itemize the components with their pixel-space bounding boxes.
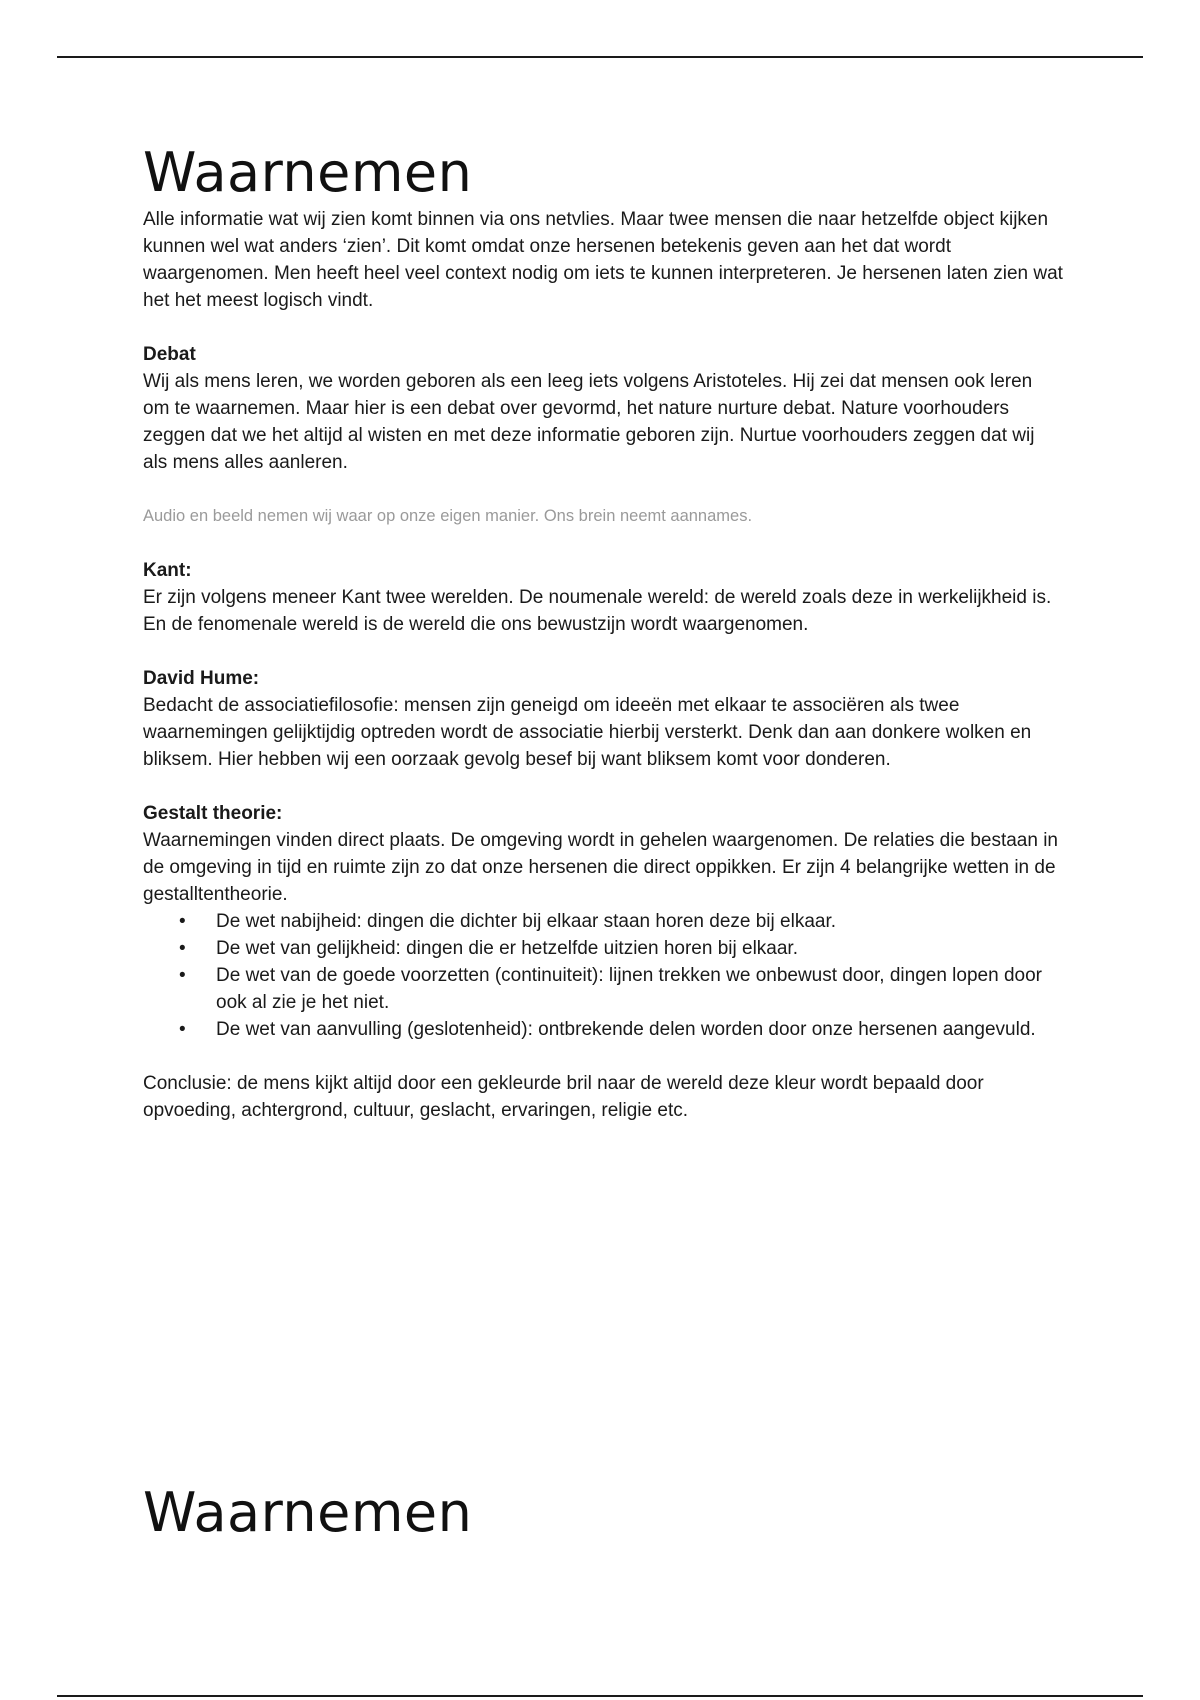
list-item-text: De wet nabijheid: dingen die dichter bij elkaar staan horen deze bij elkaar. <box>216 911 837 932</box>
list-item <box>143 1016 1063 1043</box>
kant-heading: Kant: <box>143 560 192 581</box>
debat-paragraph: Wij als mens leren, we worden geboren als een leeg iets volgens Aristoteles. Hij zei dat mensen ook leren om te waarnemen. Maar hier is een debat over gevormd, het nature nurture debat. Nature voorhouders zeggen dat we het altijd al wisten en met deze informatie geboren zijn. Nurtue voorhouders zeggen dat wij als mens alles aanleren. <box>143 371 1035 473</box>
gestalt-paragraph: Waarnemingen vinden direct plaats. De omgeving wordt in gehelen waargenomen. De relaties die bestaan in de omgeving in tijd en ruimte zijn zo dat onze hersenen die direct oppikken. Er zijn 4 belangrijke wetten in de gestalltentheorie. <box>143 830 1058 905</box>
section-kant <box>143 557 1063 638</box>
gestalt-heading: Gestalt theorie: <box>143 803 283 824</box>
hume-heading: David Hume: <box>143 668 260 689</box>
section-debat <box>143 341 1063 476</box>
page-bottom-rule <box>57 1695 1143 1697</box>
page-top-rule <box>57 56 1143 58</box>
section-note <box>143 503 1063 530</box>
conclusion-paragraph: Conclusie: de mens kijkt altijd door een gekleurde bril naar de wereld deze kleur wordt bepaald door opvoeding, achtergrond, cultuur, geslacht, ervaringen, religie etc. <box>143 1073 984 1121</box>
intro-paragraph: Alle informatie wat wij zien komt binnen via ons netvlies. Maar twee mensen die naar hetzelfde object kijken kunnen wel wat anders ‘zien’. Dit komt omdat onze hersenen betekenis geven aan het dat wordt waargenomen. Men heeft heel veel context nodig om iets te kunnen interpreteren. Je hersenen laten zien wat het het meest logisch vindt. <box>143 209 1063 311</box>
hume-paragraph: Bedacht de associatiefilosofie: mensen zijn geneigd om ideeën met elkaar te associëren als twee waarnemingen gelijktijdig optreden wordt de associatie hierbij versterkt. Denk dan aan donkere wolken en bliksem. Hier hebben wij een oorzaak gevolg besef bij want bliksem komt voor donderen. <box>143 695 1032 770</box>
section-hume <box>143 665 1063 773</box>
bullet-icon: • <box>179 911 186 932</box>
bullet-icon: • <box>179 938 186 959</box>
bullet-icon: • <box>179 965 186 986</box>
document-body <box>143 140 1063 1124</box>
list-item <box>143 935 1063 962</box>
list-item <box>143 962 1063 1016</box>
list-item-text: De wet van de goede voorzetten (continuiteit): lijnen trekken we onbewust door, dingen lopen door ook al zie je het niet. <box>216 965 1042 1013</box>
bullet-icon: • <box>179 1019 186 1040</box>
list-item-text: De wet van gelijkheid: dingen die er hetzelfde uitzien horen bij elkaar. <box>216 938 798 959</box>
list-item <box>143 908 1063 935</box>
section-conclusion <box>143 1070 1063 1124</box>
next-page-title: Waarnemen <box>143 1481 473 1544</box>
note-paragraph: Audio en beeld nemen wij waar op onze eigen manier. Ons brein neemt aannames. <box>143 507 753 525</box>
kant-paragraph: Er zijn volgens meneer Kant twee werelden. De noumenale wereld: de wereld zoals deze in werkelijkheid is. En de fenomenale wereld is de wereld die ons bewustzijn wordt waargenomen. <box>143 587 1052 635</box>
page-title: Waarnemen <box>143 141 473 204</box>
section-gestalt <box>143 800 1063 1043</box>
gestalt-laws-list <box>143 908 1063 1043</box>
debat-heading: Debat <box>143 344 196 365</box>
list-item-text: De wet van aanvulling (geslotenheid): ontbrekende delen worden door onze hersenen aangevuld. <box>216 1019 1036 1040</box>
